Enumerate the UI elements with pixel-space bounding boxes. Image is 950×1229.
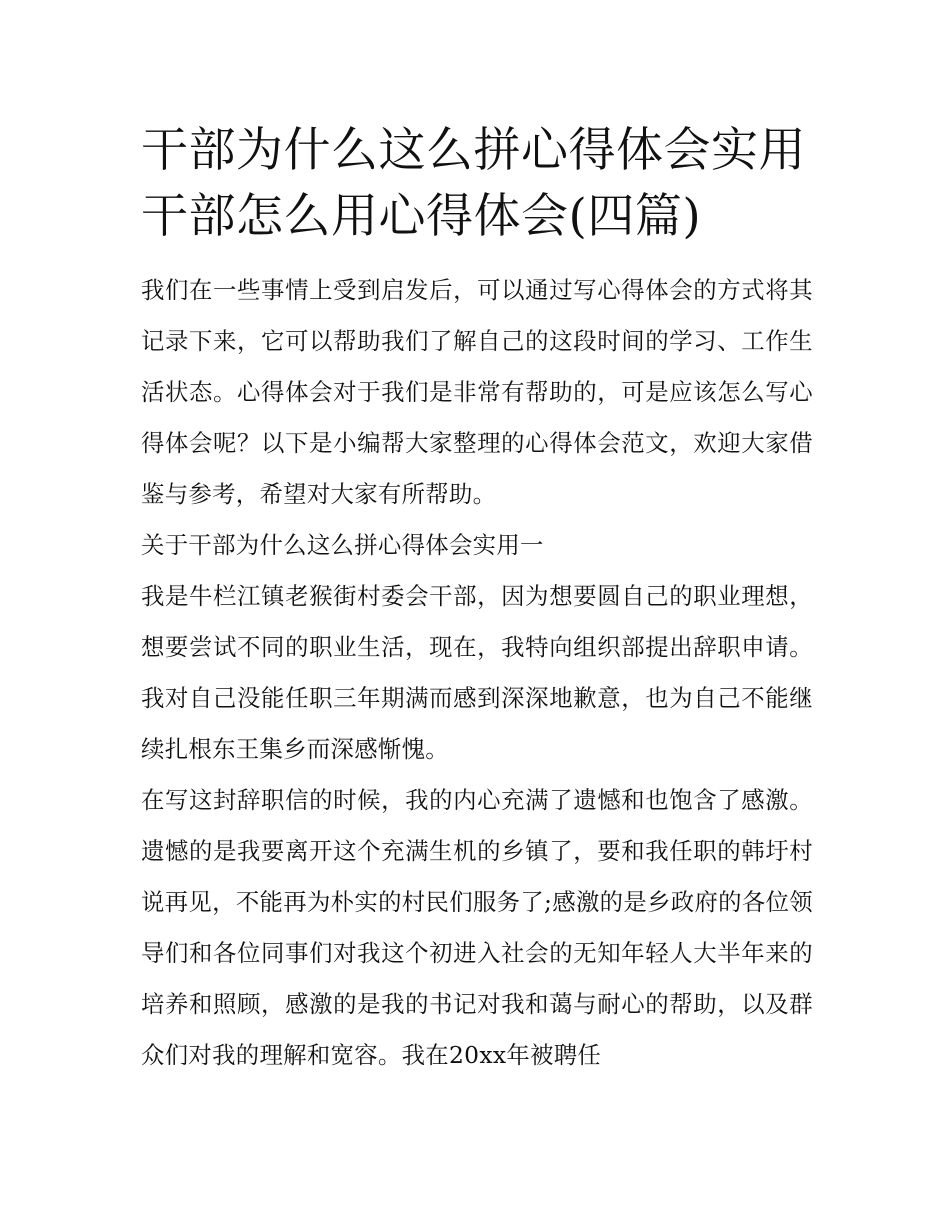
body-paragraph: 我是牛栏江镇老猴街村委会干部，因为想要圆自己的职业理想，想要尝试不同的职业生活，现在，我特向组织部提出辞职申请。我对自己没能任职三年期满而感到深深地歉意，也为自己不能继续扎根东王集乡而深感惭愧。 (141, 582, 813, 763)
body-paragraph: 在写这封辞职信的时候，我的内心充满了遗憾和也饱含了感激。遗憾的是我要离开这个充满生机的乡镇了，要和我任职的韩圩村说再见，不能再为朴实的村民们服务了;感激的是乡政府的各位领导们和各位同事们对我这个初进入社会的无知年轻人大半年来的培养和照顾，感激的是我的书记对我和蔼与耐心的帮助，以及群众们对我的理解和宽容。我在20xx年被聘任 (141, 786, 813, 1069)
intro-paragraph: 我们在一些事情上受到启发后，可以通过写心得体会的方式将其记录下来，它可以帮助我们了解自己的这段时间的学习、工作生活状态。心得体会对于我们是非常有帮助的，可是应该怎么写心得体会呢？以下是小编帮大家整理的心得体会范文，欢迎大家借鉴与参考，希望对大家有所帮助。 (141, 276, 813, 508)
document-body (141, 118, 813, 1081)
section-heading: 关于干部为什么这么拼心得体会实用一 (141, 531, 544, 559)
document-title: 干部为什么这么拼心得体会实用 干部怎么用心得体会(四篇) (141, 123, 806, 244)
